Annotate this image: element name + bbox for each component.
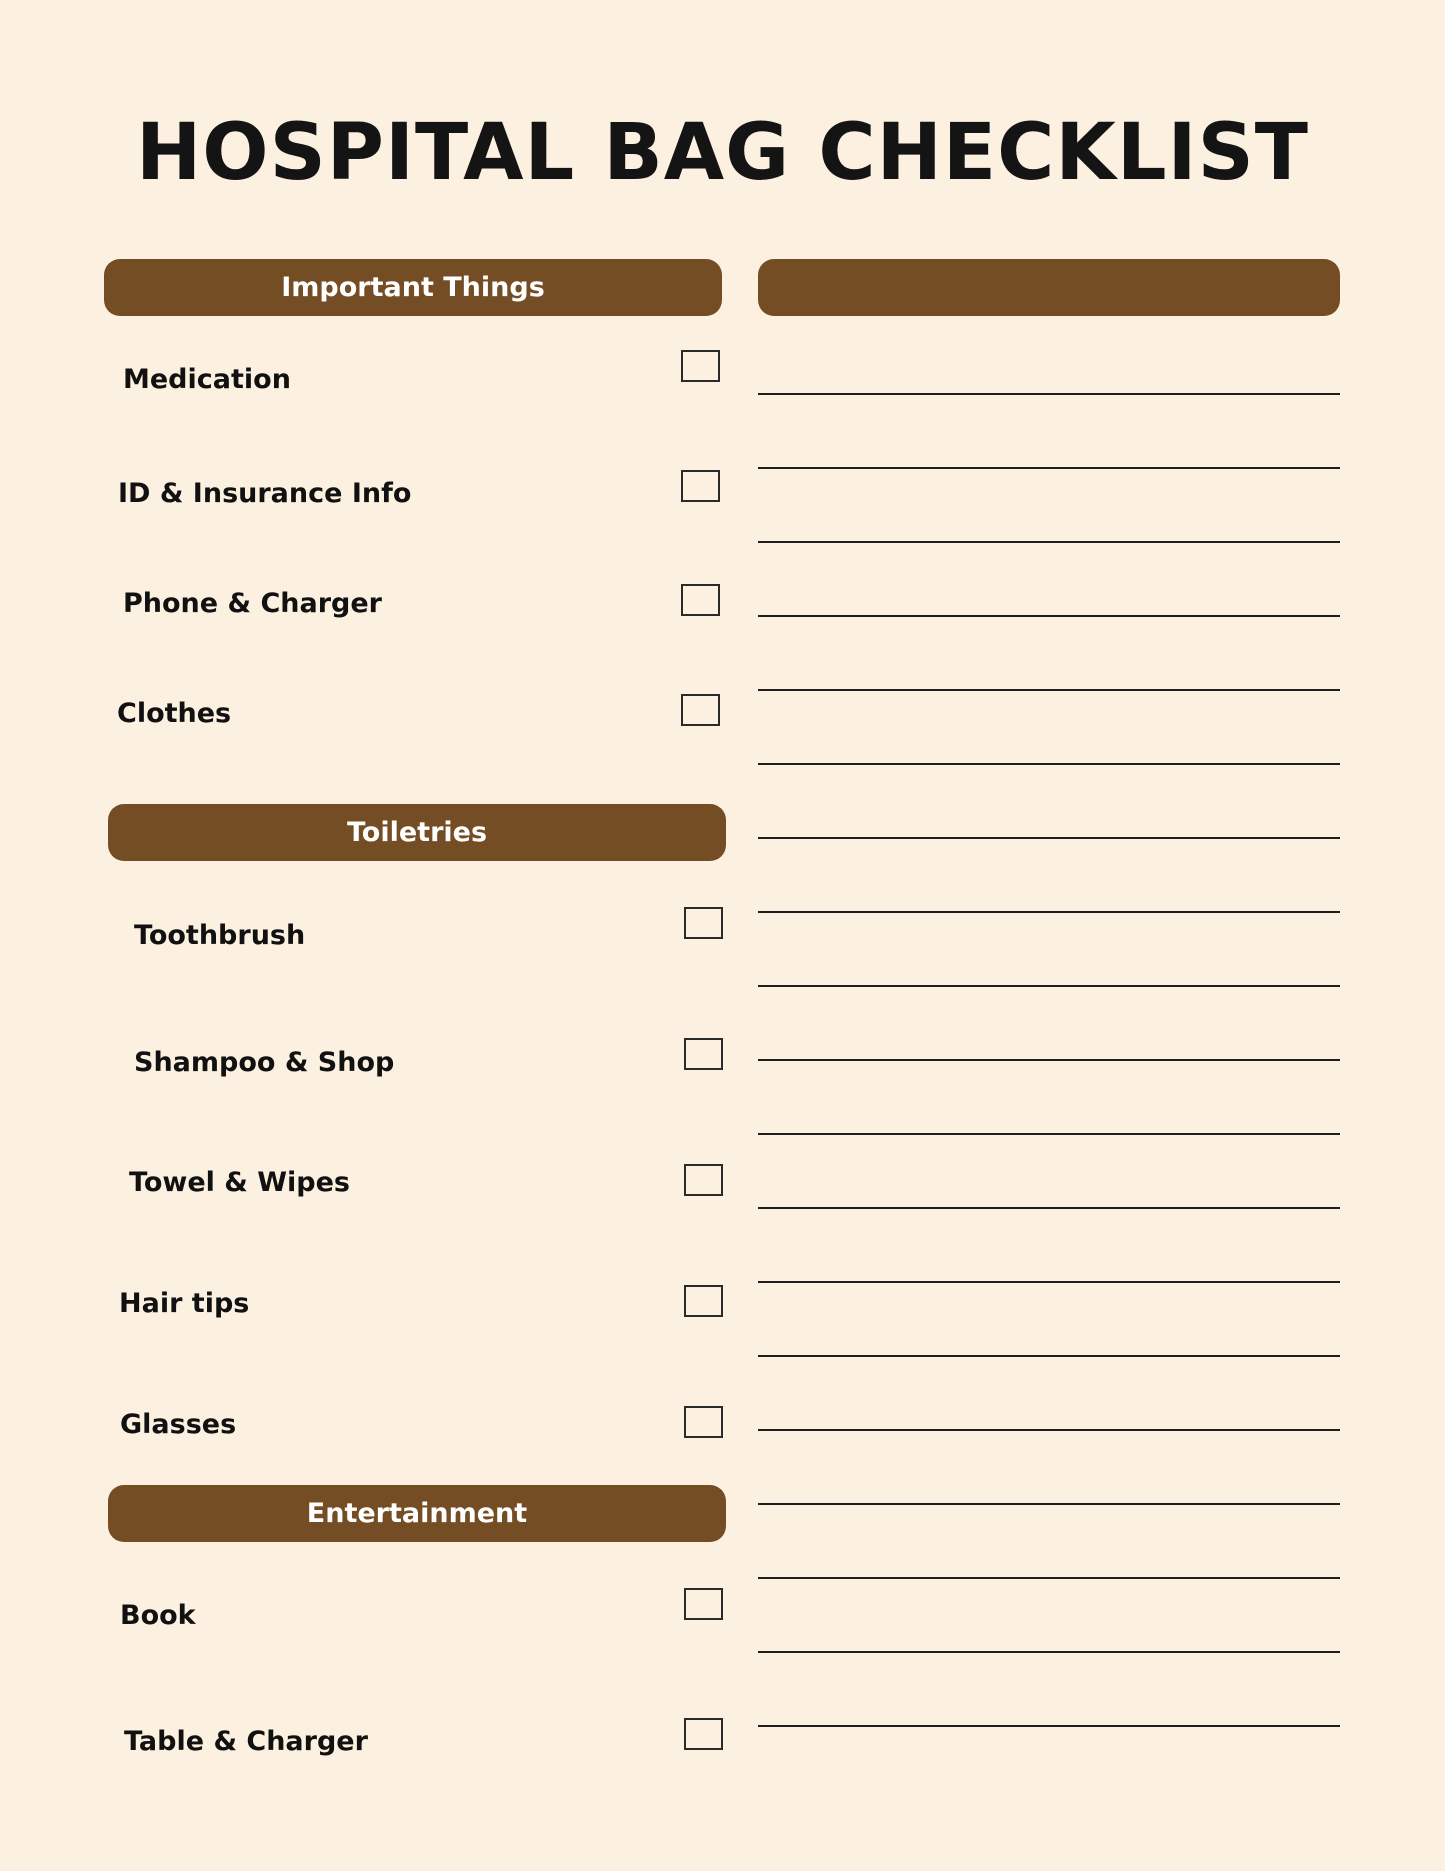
note-line[interactable] <box>758 1133 1340 1135</box>
checkbox-id-insurance[interactable] <box>681 470 720 502</box>
note-line[interactable] <box>758 1577 1340 1579</box>
item-label-shampoo: Shampoo & Shop <box>134 1047 395 1078</box>
note-line[interactable] <box>758 763 1340 765</box>
notes-header <box>758 259 1340 316</box>
note-line[interactable] <box>758 1651 1340 1653</box>
checkbox-medication[interactable] <box>681 350 720 382</box>
item-label-book: Book <box>120 1600 196 1631</box>
note-line[interactable] <box>758 985 1340 987</box>
item-label-towel-wipes: Towel & Wipes <box>129 1167 350 1198</box>
checkbox-table-charger[interactable] <box>684 1718 723 1750</box>
checkbox-towel-wipes[interactable] <box>684 1164 723 1196</box>
note-line[interactable] <box>758 1059 1340 1061</box>
note-line[interactable] <box>758 393 1340 395</box>
checkbox-clothes[interactable] <box>681 694 720 726</box>
checkbox-glasses[interactable] <box>684 1406 723 1438</box>
checkbox-phone-charger[interactable] <box>681 584 720 616</box>
page-title: HOSPITAL BAG CHECKLIST <box>136 108 1309 198</box>
item-label-id-insurance: ID & Insurance Info <box>118 478 412 509</box>
note-line[interactable] <box>758 911 1340 913</box>
section-header-toiletries: Toiletries <box>108 804 726 861</box>
item-label-table-charger: Table & Charger <box>124 1726 368 1757</box>
item-label-toothbrush: Toothbrush <box>134 920 306 951</box>
section-header-entertainment: Entertainment <box>108 1485 726 1542</box>
note-line[interactable] <box>758 1207 1340 1209</box>
checkbox-toothbrush[interactable] <box>684 907 723 939</box>
note-line[interactable] <box>758 1725 1340 1727</box>
note-line[interactable] <box>758 837 1340 839</box>
note-line[interactable] <box>758 467 1340 469</box>
note-line[interactable] <box>758 1503 1340 1505</box>
item-label-phone-charger: Phone & Charger <box>123 588 382 619</box>
item-label-clothes: Clothes <box>117 698 232 729</box>
note-line[interactable] <box>758 541 1340 543</box>
checkbox-shampoo[interactable] <box>684 1038 723 1070</box>
note-line[interactable] <box>758 1355 1340 1357</box>
item-label-medication: Medication <box>123 364 291 395</box>
checkbox-book[interactable] <box>684 1588 723 1620</box>
item-label-hair-tips: Hair tips <box>119 1288 250 1319</box>
note-line[interactable] <box>758 1429 1340 1431</box>
note-line[interactable] <box>758 615 1340 617</box>
item-label-glasses: Glasses <box>120 1409 237 1440</box>
note-line[interactable] <box>758 1281 1340 1283</box>
section-header-important-things: Important Things <box>104 259 722 316</box>
checkbox-hair-tips[interactable] <box>684 1285 723 1317</box>
note-line[interactable] <box>758 689 1340 691</box>
